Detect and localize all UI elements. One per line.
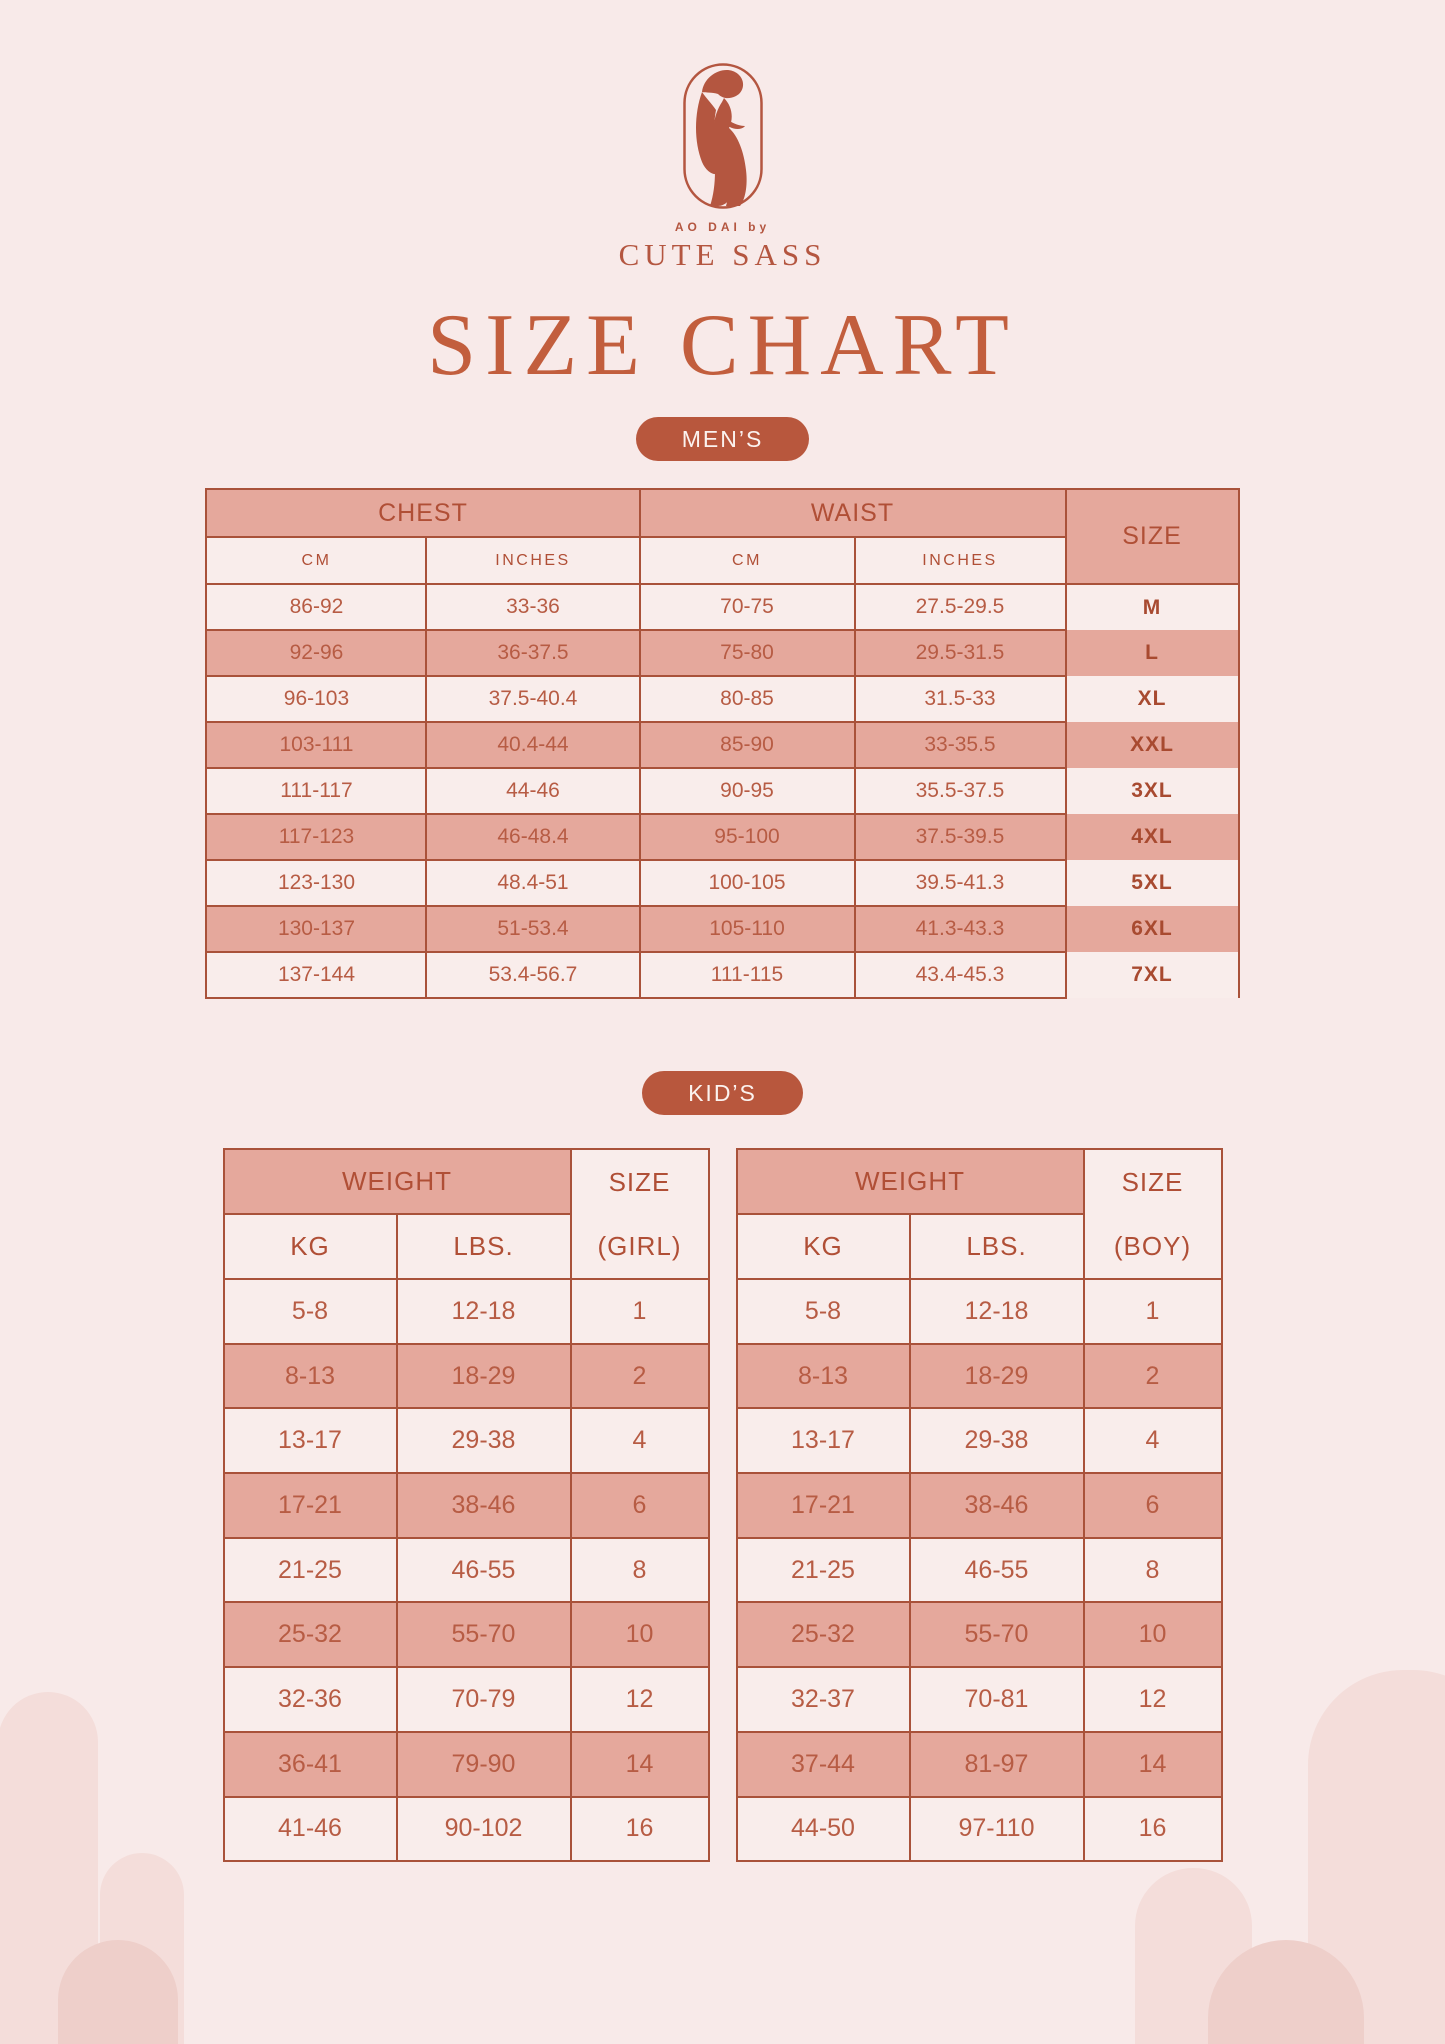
table-cell: 21-25 xyxy=(224,1538,397,1603)
table-cell: 43.4-45.3 xyxy=(855,952,1066,998)
table-row xyxy=(737,1408,1222,1473)
table-row xyxy=(737,1279,1222,1344)
table-cell: 55-70 xyxy=(397,1602,571,1667)
table-row xyxy=(206,768,1238,814)
table-cell: 8 xyxy=(1084,1538,1222,1603)
lbs-header: LBS. xyxy=(397,1214,571,1279)
table-row xyxy=(206,906,1238,952)
table-cell: XXL xyxy=(1066,722,1239,768)
table-cell: 31.5-33 xyxy=(855,676,1066,722)
table-cell: 105-110 xyxy=(640,906,855,952)
table-cell: XL xyxy=(1066,676,1239,722)
brand-name: CUTE SASS xyxy=(618,237,827,272)
table-cell: M xyxy=(1066,584,1239,630)
table-cell: 32-37 xyxy=(737,1667,910,1732)
waist-header: WAIST xyxy=(640,489,1066,537)
table-cell: 111-115 xyxy=(640,952,855,998)
table-cell: 103-111 xyxy=(206,722,426,768)
table-cell: 17-21 xyxy=(737,1473,910,1538)
table-cell: 12 xyxy=(1084,1667,1222,1732)
table-cell: 1 xyxy=(571,1279,709,1344)
table-cell: 95-100 xyxy=(640,814,855,860)
table-cell: 10 xyxy=(1084,1602,1222,1667)
table-cell: 79-90 xyxy=(397,1732,571,1797)
size-label: SIZE xyxy=(608,1166,671,1197)
table-cell: 44-50 xyxy=(737,1797,910,1862)
table-header-row xyxy=(737,1149,1222,1214)
table-cell: 41.3-43.3 xyxy=(855,906,1066,952)
size-girl-header xyxy=(571,1149,709,1279)
table-cell: 25-32 xyxy=(224,1602,397,1667)
table-cell: 53.4-56.7 xyxy=(426,952,639,998)
boy-label: (BOY) xyxy=(1113,1230,1192,1261)
table-cell: 25-32 xyxy=(737,1602,910,1667)
table-cell: 32-36 xyxy=(224,1667,397,1732)
girls-size-table xyxy=(223,1148,710,1862)
table-row xyxy=(206,860,1238,906)
boys-size-table xyxy=(736,1148,1223,1862)
table-cell: 33-35.5 xyxy=(855,722,1066,768)
table-row xyxy=(737,1797,1222,1862)
table-cell: 6 xyxy=(571,1473,709,1538)
table-row xyxy=(206,584,1238,630)
table-cell: 14 xyxy=(1084,1732,1222,1797)
kg-header: KG xyxy=(737,1214,910,1279)
table-cell: 8 xyxy=(571,1538,709,1603)
table-cell: 5XL xyxy=(1066,860,1239,906)
waist-cm-header: CM xyxy=(640,537,855,584)
chest-cm-header: CM xyxy=(206,537,426,584)
table-cell: 37.5-40.4 xyxy=(426,676,639,722)
table-row xyxy=(224,1602,709,1667)
table-cell: 6 xyxy=(1084,1473,1222,1538)
table-cell: 4 xyxy=(1084,1408,1222,1473)
table-cell: 111-117 xyxy=(206,768,426,814)
table-cell: 70-79 xyxy=(397,1667,571,1732)
table-cell: 86-92 xyxy=(206,584,426,630)
waist-inches-header: INCHES xyxy=(855,537,1066,584)
table-cell: 75-80 xyxy=(640,630,855,676)
table-cell: L xyxy=(1066,630,1239,676)
table-row xyxy=(224,1797,709,1862)
table-cell: 35.5-37.5 xyxy=(855,768,1066,814)
table-cell: 40.4-44 xyxy=(426,722,639,768)
mens-section-badge: MEN’S xyxy=(636,417,810,461)
table-header-row xyxy=(224,1149,709,1214)
table-cell: 18-29 xyxy=(397,1344,571,1409)
table-cell: 38-46 xyxy=(910,1473,1084,1538)
table-cell: 12 xyxy=(571,1667,709,1732)
table-cell: 4 xyxy=(571,1408,709,1473)
table-row xyxy=(737,1344,1222,1409)
kg-header: KG xyxy=(224,1214,397,1279)
table-cell: 38-46 xyxy=(397,1473,571,1538)
table-row xyxy=(224,1279,709,1344)
table-row xyxy=(737,1732,1222,1797)
table-cell: 90-95 xyxy=(640,768,855,814)
table-row xyxy=(206,630,1238,676)
table-cell: 85-90 xyxy=(640,722,855,768)
table-cell: 81-97 xyxy=(910,1732,1084,1797)
table-cell: 123-130 xyxy=(206,860,426,906)
table-row xyxy=(224,1408,709,1473)
table-cell: 29-38 xyxy=(397,1408,571,1473)
table-row xyxy=(224,1667,709,1732)
table-row xyxy=(737,1667,1222,1732)
table-row xyxy=(737,1602,1222,1667)
table-cell: 12-18 xyxy=(910,1279,1084,1344)
table-row xyxy=(224,1344,709,1409)
table-row xyxy=(206,676,1238,722)
table-cell: 90-102 xyxy=(397,1797,571,1862)
table-cell: 130-137 xyxy=(206,906,426,952)
page-title: SIZE CHART xyxy=(427,297,1018,394)
table-row xyxy=(224,1538,709,1603)
table-cell: 17-21 xyxy=(224,1473,397,1538)
table-row xyxy=(224,1473,709,1538)
table-cell: 97-110 xyxy=(910,1797,1084,1862)
table-cell: 5-8 xyxy=(737,1279,910,1344)
table-row xyxy=(737,1473,1222,1538)
table-cell: 44-46 xyxy=(426,768,639,814)
table-cell: 8-13 xyxy=(737,1344,910,1409)
table-cell: 16 xyxy=(571,1797,709,1862)
table-cell: 39.5-41.3 xyxy=(855,860,1066,906)
table-cell: 4XL xyxy=(1066,814,1239,860)
table-cell: 8-13 xyxy=(224,1344,397,1409)
table-row xyxy=(206,952,1238,998)
size-label: SIZE xyxy=(1121,1166,1184,1197)
table-cell: 13-17 xyxy=(737,1408,910,1473)
table-cell: 51-53.4 xyxy=(426,906,639,952)
table-row xyxy=(206,814,1238,860)
table-cell: 37-44 xyxy=(737,1732,910,1797)
table-cell: 7XL xyxy=(1066,952,1239,998)
table-cell: 92-96 xyxy=(206,630,426,676)
table-cell: 55-70 xyxy=(910,1602,1084,1667)
table-cell: 41-46 xyxy=(224,1797,397,1862)
table-cell: 1 xyxy=(1084,1279,1222,1344)
table-cell: 36-37.5 xyxy=(426,630,639,676)
table-cell: 33-36 xyxy=(426,584,639,630)
table-cell: 18-29 xyxy=(910,1344,1084,1409)
table-row xyxy=(224,1732,709,1797)
weight-header: WEIGHT xyxy=(737,1149,1084,1214)
table-cell: 46-55 xyxy=(910,1538,1084,1603)
kids-section-badge: KID’S xyxy=(642,1071,803,1115)
table-cell: 37.5-39.5 xyxy=(855,814,1066,860)
size-header: SIZE xyxy=(1066,489,1239,584)
size-boy-header xyxy=(1084,1149,1222,1279)
table-cell: 70-75 xyxy=(640,584,855,630)
table-cell: 96-103 xyxy=(206,676,426,722)
table-cell: 29-38 xyxy=(910,1408,1084,1473)
table-cell: 80-85 xyxy=(640,676,855,722)
table-cell: 117-123 xyxy=(206,814,426,860)
table-cell: 21-25 xyxy=(737,1538,910,1603)
weight-header: WEIGHT xyxy=(224,1149,571,1214)
table-cell: 48.4-51 xyxy=(426,860,639,906)
table-cell: 70-81 xyxy=(910,1667,1084,1732)
table-cell: 137-144 xyxy=(206,952,426,998)
table-cell: 6XL xyxy=(1066,906,1239,952)
table-cell: 16 xyxy=(1084,1797,1222,1862)
table-row xyxy=(737,1538,1222,1603)
table-cell: 100-105 xyxy=(640,860,855,906)
lbs-header: LBS. xyxy=(910,1214,1084,1279)
mens-size-table xyxy=(205,488,1239,999)
brand-tagline: AO DAI by xyxy=(674,220,771,234)
table-cell: 10 xyxy=(571,1602,709,1667)
table-cell: 2 xyxy=(1084,1344,1222,1409)
table-cell: 46-48.4 xyxy=(426,814,639,860)
girl-label: (GIRL) xyxy=(597,1230,682,1261)
kids-tables xyxy=(210,1148,1236,1862)
table-cell: 36-41 xyxy=(224,1732,397,1797)
table-header-row xyxy=(206,489,1238,537)
table-cell: 12-18 xyxy=(397,1279,571,1344)
table-cell: 27.5-29.5 xyxy=(855,584,1066,630)
chest-header: CHEST xyxy=(206,489,639,537)
table-cell: 46-55 xyxy=(397,1538,571,1603)
table-cell: 29.5-31.5 xyxy=(855,630,1066,676)
table-cell: 5-8 xyxy=(224,1279,397,1344)
ao-dai-lady-icon xyxy=(682,62,764,210)
table-cell: 14 xyxy=(571,1732,709,1797)
chest-inches-header: INCHES xyxy=(426,537,639,584)
table-cell: 13-17 xyxy=(224,1408,397,1473)
table-cell: 3XL xyxy=(1066,768,1239,814)
table-row xyxy=(206,722,1238,768)
table-cell: 2 xyxy=(571,1344,709,1409)
